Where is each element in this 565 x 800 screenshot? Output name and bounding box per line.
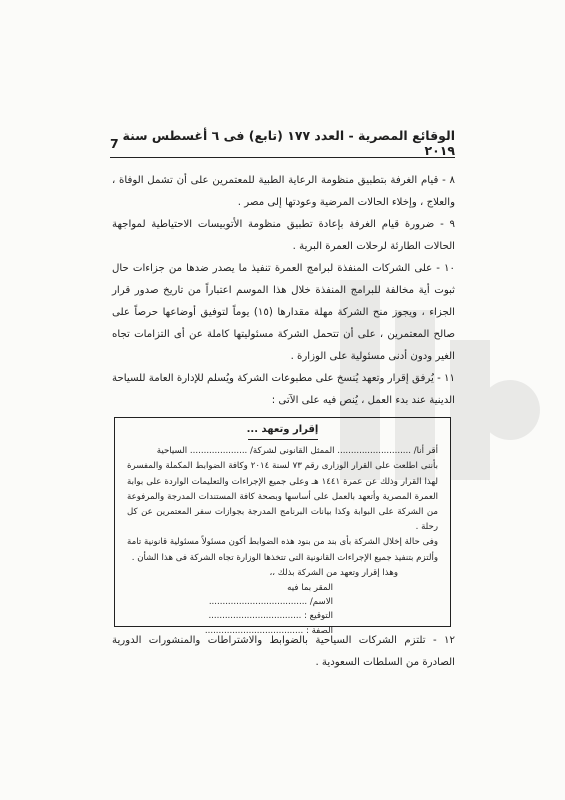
sign-heading: المقر بما فيه bbox=[287, 583, 333, 594]
declaration-box bbox=[114, 417, 451, 636]
closing-text bbox=[112, 630, 455, 674]
item-9: ٩ - ضرورة قيام الغرفة بإعادة تطبيق منظومة الأتوبيسات الاحتياطية لمواجهة الحالات الطارئة لرحلات العمرة البرية . bbox=[112, 219, 455, 252]
header-divider bbox=[110, 157, 455, 158]
declaration-line-3: وفى حالة إخلال الشركة بأى بند من بنود هذه الضوابط أكون مسئولاً مسئولية قانونية تامة وألتزم بتنفيذ جميع الإجراءات القانونية التى تتخذها الوزارة تجاه الشركة فى هذا الشأن . bbox=[127, 537, 438, 563]
title-underline bbox=[248, 439, 318, 440]
item-12: ١٢ - تلتزم الشركات السياحية بالضوابط والاشتراطات والمنشورات الدورية الصادرة من السلطات السعودية . bbox=[112, 635, 455, 668]
declaration-line-2: بأننى اطلعت على القرار الوزارى رقم ٧٣ لسنة ٢٠١٤ وكافة الضوابط المكملة والمفسرة لهذا القرار وذلك عن عمرة ١٤٤١ هـ وعلى جميع الإجراءات والتعليمات الواردة على بوابة العمرة المصرية وأتعهد بالعمل على أساسها وبصحة كافة المستندات المدرجة والمرفوعة من الشركة على البوابة وكذا بيانات البرنامج المدرجة بجوازات سفر المعتمرين عن كل رحلة . bbox=[127, 461, 438, 533]
sign-signature: التوقيع : .................................. bbox=[208, 611, 333, 622]
item-11: ١١ - يُرفق إقرار وتعهد يُنسخ على مطبوعات الشركة ويُسلم للإدارة العامة للسياحة الدينية عند بدء العمل ، يُنص فيه على الآتى : bbox=[112, 373, 455, 406]
header-title: الوقائع المصرية - العدد ١٧٧ (تابع) فى ٦ أغسطس سنة ٢٠١٩ bbox=[122, 128, 455, 158]
page-header bbox=[110, 128, 455, 158]
declaration-line-4: وهذا إقرار وتعهد من الشركة بذلك ،، bbox=[269, 567, 398, 578]
item-10: ١٠ - على الشركات المنفذة لبرامج العمرة تنفيذ ما يصدر ضدها من جزاءات حال ثبوت أية مخالفة للبرامج المنفذة خلال هذا الموسم اعتباراً من تاريخ صدور قرار الجزاء ، ويجوز منح الشركة مهلة مقدارها (١٥) يوماً لتوفيق أوضاعها حرصاً على صالح المعتمرين ، على أن تتحمل الشركة مسئوليتها كاملة عن أى التزامات تجاه الغير ودون أدنى مسئولية على الوزارة . bbox=[112, 263, 455, 362]
sign-role: الصفة : .................................... bbox=[204, 625, 333, 636]
sign-name: الاسم/ .................................... bbox=[208, 597, 333, 608]
body-text bbox=[112, 170, 455, 412]
page-number: 7 bbox=[110, 135, 119, 151]
item-8: ٨ - قيام الغرفة بتطبيق منظومة الرعاية الطبية للمعتمرين على أن تشمل الوفاة ، والعلاج ، وإخلاء الحالات المرضية وعودتها إلى مصر . bbox=[112, 175, 455, 208]
declaration-line-1: أقر أنا/ ........................... الممثل القانونى لشركة/ ..................... السياحية bbox=[156, 446, 438, 457]
declaration-title: إقرار وتعهد ... bbox=[246, 424, 319, 435]
